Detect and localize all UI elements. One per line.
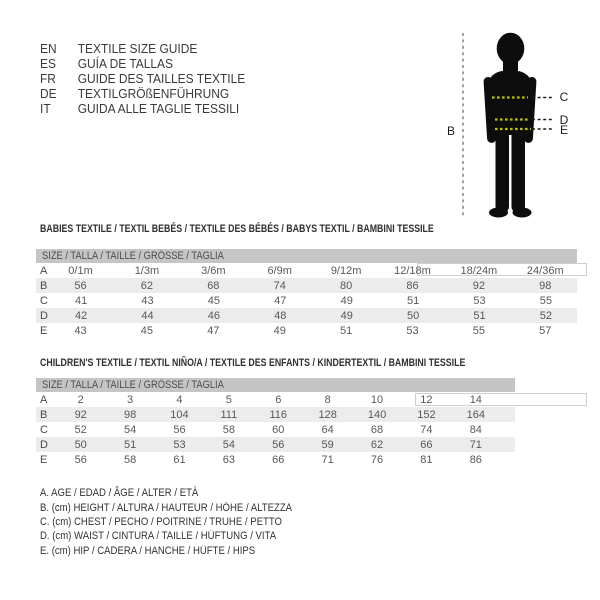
table-cell: 53 <box>173 438 186 451</box>
table-cell: 104 <box>170 408 189 421</box>
table-cell: 56 <box>74 453 87 466</box>
language-code: IT <box>40 101 51 116</box>
table-cell: 48 <box>274 309 287 322</box>
language-code: DE <box>40 86 57 101</box>
row-label: A <box>40 393 48 406</box>
table-cell: 2 <box>77 393 84 406</box>
legend-text: E. (cm) HIP / CADERA / HANCHE / HÜFTE / HIPS <box>40 544 256 557</box>
table-row <box>36 278 577 293</box>
table-cell: 86 <box>406 279 419 292</box>
language-row <box>40 56 245 71</box>
language-row <box>40 86 245 101</box>
legend-item-chest <box>40 515 330 529</box>
measurement-legend <box>40 486 330 558</box>
table-row <box>36 452 515 467</box>
figure-label-height: B <box>446 124 455 138</box>
language-title: GUIDE DES TAILLES TEXTILE <box>77 71 246 86</box>
table-cell: 74 <box>273 279 286 292</box>
table-cell: 128 <box>318 408 337 421</box>
child-silhouette <box>483 33 536 218</box>
table-cell: 57 <box>539 324 552 337</box>
table-cell: 5 <box>225 393 232 406</box>
table-cell: 45 <box>140 324 154 337</box>
table-row <box>36 392 515 407</box>
table-cell: 63 <box>222 453 235 466</box>
legend-item-waist <box>40 529 330 543</box>
table-cell: 49 <box>273 324 286 337</box>
babies-size-table <box>36 263 577 338</box>
language-row <box>40 101 245 116</box>
table-cell: 51 <box>339 324 353 337</box>
table-cell: 68 <box>207 279 220 292</box>
table-row <box>36 323 577 338</box>
table-cell: 140 <box>367 408 387 421</box>
row-label: E <box>40 324 48 337</box>
table-cell: 1/3m <box>134 264 160 277</box>
table-cell: 116 <box>269 408 288 421</box>
table-cell: 0/1m <box>68 264 93 277</box>
figure-label-hip: E <box>559 123 568 137</box>
table-cell: 4 <box>176 393 183 406</box>
table-cell: 68 <box>370 423 384 436</box>
figure-label-waist: D <box>559 113 569 127</box>
table-row <box>36 293 577 308</box>
table-cell: 54 <box>222 438 235 451</box>
table-cell: 3 <box>127 393 134 406</box>
table-cell: 51 <box>123 438 137 451</box>
row-label: D <box>40 309 48 322</box>
table-row <box>36 308 577 323</box>
table-cell: 71 <box>321 453 334 466</box>
children-section-title: CHILDREN'S TEXTILE / TEXTIL NIÑO/A / TEXTILE DES ENFANTS / KINDERTEXTIL / BAMBINI TESSILE <box>40 357 466 369</box>
table-cell: 52 <box>539 309 552 322</box>
language-row <box>40 41 245 56</box>
language-code: ES <box>40 56 56 71</box>
table-cell: 111 <box>220 408 238 421</box>
table-cell: 62 <box>140 279 154 292</box>
row-label: C <box>40 294 48 307</box>
table-cell: 80 <box>339 279 353 292</box>
table-cell: 49 <box>340 294 353 307</box>
table-cell: 98 <box>539 279 552 292</box>
row-label: B <box>40 408 48 421</box>
table-cell: 45 <box>207 294 221 307</box>
language-title: GUIDA ALLE TAGLIE TESSILI <box>77 101 240 116</box>
table-cell: 59 <box>321 438 334 451</box>
table-cell: 66 <box>272 453 285 466</box>
table-cell: 43 <box>141 294 154 307</box>
table-cell: 44 <box>141 309 154 322</box>
table-cell: 56 <box>74 279 87 292</box>
table-cell: 152 <box>417 408 436 421</box>
table-cell: 74 <box>420 423 433 436</box>
row-label: D <box>40 438 48 451</box>
size-header-label: SIZE / TALLA / TAILLE / GRÖSSE / TAGLIA <box>42 249 224 262</box>
table-cell: 55 <box>539 294 552 307</box>
table-cell: 43 <box>74 324 87 337</box>
legend-item-height <box>40 500 330 514</box>
table-cell: 47 <box>274 294 287 307</box>
legend-text: B. (cm) HEIGHT / ALTURA / HAUTEUR / HÖHE / ALTEZZA <box>40 501 293 514</box>
row-label: C <box>40 423 48 436</box>
table-cell: 58 <box>222 423 235 436</box>
children-size-header-bar <box>36 378 515 392</box>
table-cell: 66 <box>420 438 433 451</box>
table-cell: 10 <box>370 393 384 406</box>
table-cell: 61 <box>173 453 186 466</box>
row-label: A <box>40 264 48 277</box>
children-size-table <box>36 392 515 467</box>
language-header <box>40 41 263 116</box>
table-row <box>36 437 515 452</box>
table-cell: 9/12m <box>330 264 362 277</box>
babies-section-title: BABIES TEXTILE / TEXTIL BEBÉS / TEXTILE DES BÉBÉS / BABYS TEXTIL / BAMBINI TESSILE <box>40 223 434 235</box>
table-cell: 81 <box>420 453 433 466</box>
table-cell: 64 <box>321 423 334 436</box>
child-silhouette-figure <box>440 20 600 230</box>
legend-text: C. (cm) CHEST / PECHO / POITRINE / TRUHE / PETTO <box>40 515 282 528</box>
table-cell: 8 <box>324 393 331 406</box>
table-cell: 47 <box>207 324 220 337</box>
table-cell: 54 <box>123 423 137 436</box>
table-cell: 51 <box>406 294 420 307</box>
language-code: FR <box>40 71 56 86</box>
language-title: TEXTILGRÖßENFÜHRUNG <box>77 86 230 101</box>
language-row <box>40 71 245 86</box>
table-cell: 6/9m <box>267 264 292 277</box>
table-row <box>36 422 515 437</box>
figure-label-chest: C <box>559 90 569 104</box>
table-cell: 56 <box>272 438 285 451</box>
table-cell: 52 <box>74 423 87 436</box>
table-cell: 53 <box>473 294 486 307</box>
table-cell: 14 <box>469 393 482 406</box>
table-row <box>36 263 577 278</box>
table-cell: 3/6m <box>201 264 226 277</box>
table-cell: 86 <box>469 453 482 466</box>
table-row <box>36 407 515 422</box>
legend-text: A. AGE / EDAD / ÂGE / ALTER / ETÀ <box>40 487 199 500</box>
legend-item-hip <box>40 543 330 557</box>
table-cell: 24/36m <box>526 264 564 277</box>
babies-size-header-bar <box>36 249 577 263</box>
language-code: EN <box>40 41 57 56</box>
table-cell: 12 <box>420 393 433 406</box>
table-cell: 98 <box>123 408 137 421</box>
table-cell: 92 <box>472 279 485 292</box>
row-label: E <box>40 453 48 466</box>
legend-item-age <box>40 486 330 500</box>
table-cell: 62 <box>370 438 384 451</box>
table-cell: 6 <box>275 393 282 406</box>
table-cell: 51 <box>473 309 486 322</box>
table-cell: 58 <box>123 453 137 466</box>
legend-text: D. (cm) WAIST / CINTURA / TAILLE / HÜFTUNG / VITA <box>40 530 277 543</box>
table-cell: 71 <box>469 438 482 451</box>
table-cell: 49 <box>340 309 353 322</box>
table-cell: 18/24m <box>460 264 498 277</box>
table-cell: 46 <box>207 309 221 322</box>
table-cell: 60 <box>272 423 285 436</box>
table-cell: 41 <box>75 294 88 307</box>
language-title: GUÍA DE TALLAS <box>77 56 173 71</box>
table-cell: 164 <box>466 408 485 421</box>
table-cell: 53 <box>406 324 419 337</box>
table-cell: 84 <box>469 423 482 436</box>
size-header-label: SIZE / TALLA / TAILLE / GRÖSSE / TAGLIA <box>42 378 224 391</box>
table-cell: 42 <box>75 309 88 322</box>
table-cell: 12/18m <box>394 264 431 277</box>
language-title: TEXTILE SIZE GUIDE <box>77 41 198 56</box>
table-cell: 50 <box>74 438 87 451</box>
table-cell: 76 <box>370 453 384 466</box>
table-cell: 92 <box>74 408 87 421</box>
table-cell: 55 <box>472 324 485 337</box>
table-cell: 50 <box>406 309 420 322</box>
row-label: B <box>40 279 48 292</box>
table-cell: 56 <box>173 423 186 436</box>
